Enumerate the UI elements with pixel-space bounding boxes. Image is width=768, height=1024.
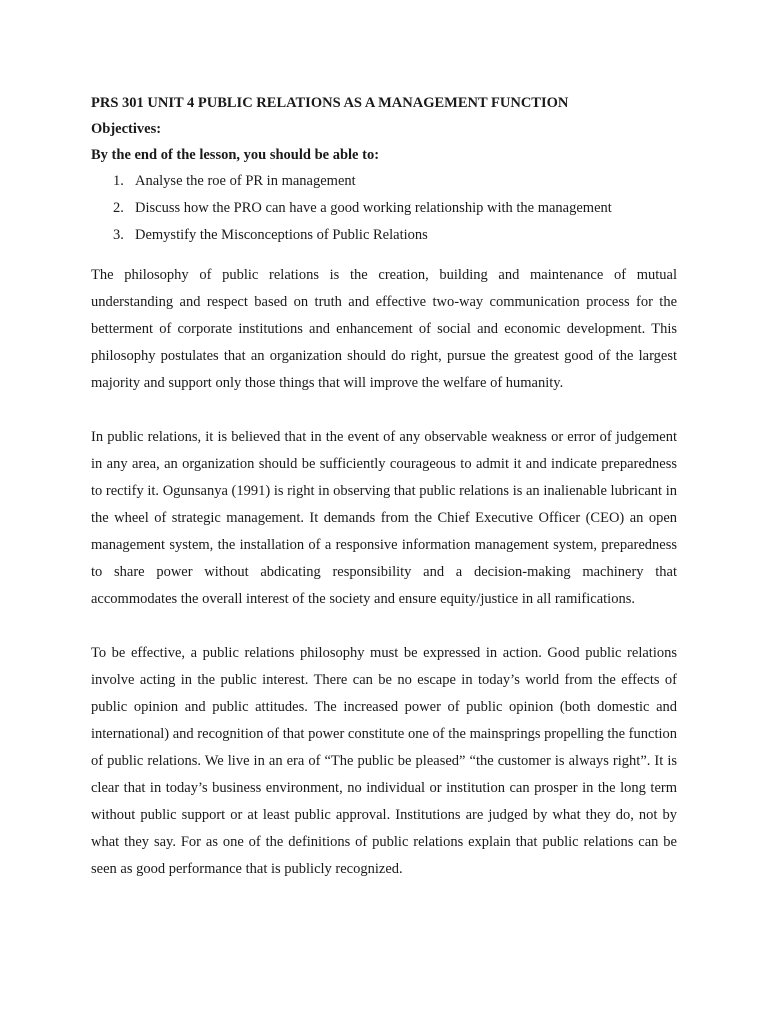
objectives-heading: Objectives:: [91, 121, 162, 137]
body-paragraph-weakness: In public relations, it is believed that in the event of any observable weakness or error of judgement in any area, an organization should be sufficiently courageous to admit it and indicate preparedness to rectify it. Ogunsanya (1991) is right in observing that public relations is an inalienable lubricant in the wheel of strategic management. It demands from the Chief Executive Officer (CEO) an open management system, the installation of a responsive information management system, preparedness to share power without abdicating responsibility and a decision-making machinery that accommodates the overall interest of the society and ensure equity/justice in all ramifications.: [91, 429, 677, 607]
objective-text: Discuss how the PRO can have a good working relationship with the management: [135, 200, 612, 216]
document-title: PRS 301 UNIT 4 PUBLIC RELATIONS AS A MANAGEMENT FUNCTION: [91, 95, 569, 111]
objective-item: [91, 222, 677, 249]
document-page: [91, 90, 677, 910]
objective-item: [91, 195, 677, 222]
objective-text: Demystify the Misconceptions of Public Relations: [135, 227, 428, 243]
objective-text: Analyse the roe of PR in management: [135, 173, 356, 189]
objective-number: 1.: [113, 173, 124, 189]
objective-item: [91, 168, 677, 195]
objective-number: 3.: [113, 227, 124, 243]
body-paragraph-effectiveness: To be effective, a public relations philosophy must be expressed in action. Good public relations involve acting in the public interest. There can be no escape in today’s world from the effects of public opinion and public attitudes. The increased power of public opinion (both domestic and international) and recognition of that power constitute one of the mainsprings propelling the function of public relations. We live in an era of “The public be pleased” “the customer is always right”. It is clear that in today’s business environment, no individual or institution can prosper in the long term without public support or at least public approval. Institutions are judged by what they do, not by what they say. For as one of the definitions of public relations explain that public relations can be seen as good performance that is publicly recognized.: [91, 645, 677, 877]
body-paragraph-philosophy: The philosophy of public relations is the creation, building and maintenance of mutual understanding and respect based on truth and effective two-way communication process for the betterment of corporate institutions and enhancement of social and economic development. This philosophy postulates that an organization should do right, pursue the greatest good of the largest majority and support only those things that will improve the welfare of humanity.: [91, 267, 677, 391]
objective-number: 2.: [113, 200, 124, 216]
objectives-intro: By the end of the lesson, you should be able to:: [91, 147, 380, 163]
objectives-list: [91, 168, 677, 249]
